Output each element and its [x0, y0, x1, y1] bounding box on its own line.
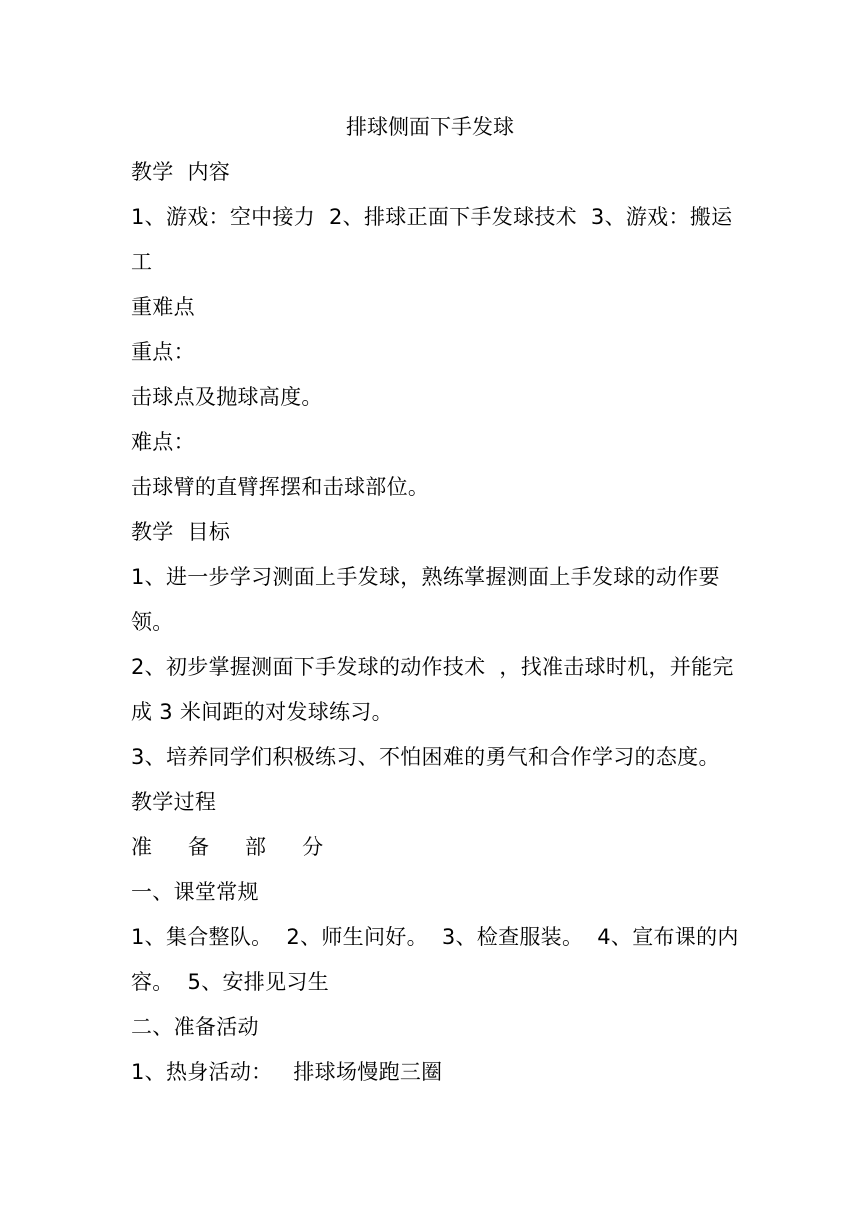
- heading-teaching-content: 教学 内容: [131, 160, 231, 184]
- routine-line-1: 1、集合整队。 2、师生问好。 3、检查服装。 4、宣布课的内: [131, 925, 739, 949]
- document-title: 排球侧面下手发球: [346, 115, 514, 139]
- content-line-1-cont: 工: [131, 250, 153, 274]
- goal-2-line-2: 成 3 米间距的对发球练习。: [131, 700, 393, 724]
- warmup-line-1: 1、热身活动： 排球场慢跑三圈: [131, 1060, 443, 1084]
- heading-teaching-process: 教学过程: [131, 790, 217, 814]
- goal-2-line-1: 2、初步掌握测面下手发球的动作技术 ，找准击球时机，并能完: [131, 655, 734, 679]
- routine-line-2: 容。 5、安排见习生: [131, 970, 330, 994]
- heading-preparation-part: 准 备 部 分: [131, 835, 328, 859]
- goal-1-line-1: 1、进一步学习测面上手发球，熟练掌握测面上手发球的动作要: [131, 565, 720, 589]
- heading-teaching-goals: 教学 目标: [131, 520, 231, 544]
- key-point-text: 击球点及抛球高度。: [131, 385, 323, 409]
- goal-3: 3、培养同学们积极练习、不怕困难的勇气和合作学习的态度。: [131, 745, 720, 769]
- label-difficult-point: 难点：: [131, 430, 195, 454]
- label-key-point: 重点：: [131, 340, 195, 364]
- section-warmup-activities: 二、准备活动: [131, 1015, 259, 1039]
- section-class-routine: 一、课堂常规: [131, 880, 259, 904]
- difficult-point-text: 击球臂的直臂挥摆和击球部位。: [131, 475, 430, 499]
- content-line-1: 1、游戏：空中接力 2、排球正面下手发球技术 3、游戏：搬运: [131, 205, 733, 229]
- heading-key-difficult: 重难点: [131, 295, 195, 319]
- goal-1-line-2: 领。: [131, 610, 174, 634]
